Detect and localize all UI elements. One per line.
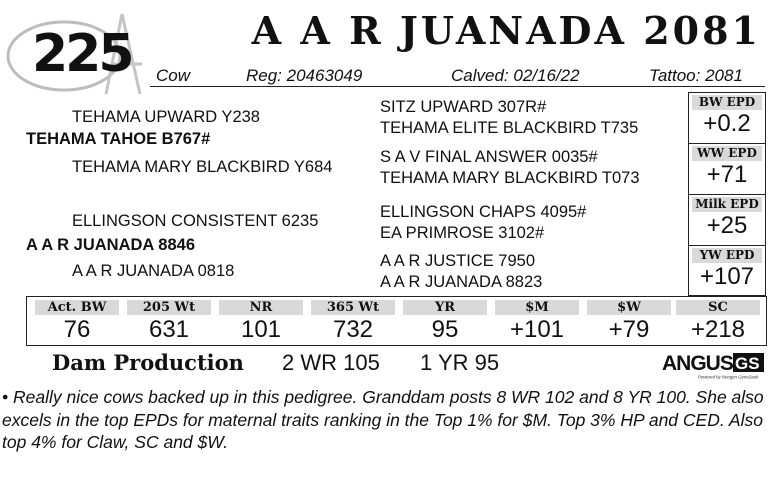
epd-bw-label: BW EPD bbox=[692, 95, 762, 110]
stat-label: 205 Wt bbox=[127, 300, 211, 315]
epd-yw-value: +107 bbox=[699, 263, 755, 290]
dam-production-yr: 1 YR 95 bbox=[420, 350, 500, 375]
calved-date: Calved: 02/16/22 bbox=[451, 66, 580, 85]
stat-label: $M bbox=[495, 300, 579, 315]
epd-milk-value: +25 bbox=[706, 212, 748, 239]
tattoo: Tattoo: 2081 bbox=[649, 66, 743, 85]
epd-table bbox=[688, 92, 766, 296]
animal-name: A A R JUANADA 2081 bbox=[251, 8, 761, 53]
stat-value: 101 bbox=[240, 316, 282, 343]
stat-dollar-w bbox=[583, 297, 675, 342]
dam-dam-sire: A A R JUSTICE 7950 bbox=[380, 252, 535, 270]
stat-205-wt bbox=[123, 297, 215, 342]
stat-label: YR bbox=[403, 300, 487, 315]
sire: TEHAMA TAHOE B767# bbox=[26, 130, 211, 148]
stat-value: 631 bbox=[148, 316, 190, 343]
dam-dam-dam: A A R JUANADA 8823 bbox=[380, 273, 543, 291]
sire-dam: TEHAMA MARY BLACKBIRD Y684 bbox=[72, 158, 333, 176]
epd-ww bbox=[689, 144, 765, 195]
stat-label: $W bbox=[587, 300, 671, 315]
epd-bw bbox=[689, 93, 765, 144]
stat-label: SC bbox=[676, 300, 760, 315]
sire-dam-sire: S A V FINAL ANSWER 0035# bbox=[380, 148, 598, 166]
epd-milk-label: Milk EPD bbox=[692, 197, 762, 212]
sire-sire-dam: TEHAMA ELITE BLACKBIRD T735 bbox=[380, 119, 639, 137]
stat-label: Act. BW bbox=[35, 300, 119, 315]
stat-dollar-m bbox=[491, 297, 583, 342]
stat-value: 732 bbox=[332, 316, 374, 343]
angus-gs-logo bbox=[662, 350, 766, 380]
epd-milk bbox=[689, 195, 765, 246]
sire-dam-dam: TEHAMA MARY BLACKBIRD T073 bbox=[380, 169, 640, 187]
comments: • Really nice cows backed up in this pedigree. Granddam posts 8 WR 102 and 8 YR 100. She also excels in the top EPDs for maternal traits ranking in the Top 1% for $M. Top 3% HP and CED. Also top 4% for Claw, SC and $W. bbox=[2, 387, 764, 452]
angus-logo-suffix: GS bbox=[735, 354, 760, 373]
lot-number: 225 bbox=[32, 24, 132, 84]
dam: A A R JUANADA 8846 bbox=[26, 236, 196, 254]
stat-label: 365 Wt bbox=[311, 300, 395, 315]
dam-sire-sire: ELLINGSON CHAPS 4095# bbox=[380, 203, 587, 221]
stat-value: +79 bbox=[608, 316, 650, 343]
epd-yw bbox=[689, 246, 765, 297]
stat-365-wt bbox=[307, 297, 399, 342]
stat-value: 95 bbox=[431, 316, 459, 343]
stat-nr bbox=[215, 297, 307, 342]
header-divider bbox=[150, 86, 765, 87]
stat-value: +101 bbox=[509, 316, 565, 343]
dam-sire: ELLINGSON CONSISTENT 6235 bbox=[72, 212, 319, 230]
stat-sc bbox=[672, 297, 764, 342]
sex-label: Cow bbox=[156, 66, 191, 85]
performance-stats bbox=[26, 296, 767, 346]
angus-logo-tagline: Powered by Neogen GeneSeek bbox=[698, 374, 759, 380]
epd-yw-label: YW EPD bbox=[692, 248, 762, 263]
epd-bw-value: +0.2 bbox=[703, 110, 751, 137]
stat-yr bbox=[399, 297, 491, 342]
sire-sire-sire: SITZ UPWARD 307R# bbox=[380, 98, 547, 116]
stat-label: NR bbox=[219, 300, 303, 315]
stat-value: 76 bbox=[63, 316, 91, 343]
epd-ww-label: WW EPD bbox=[692, 146, 762, 161]
dam-production-label: Dam Production bbox=[52, 350, 244, 375]
epd-ww-value: +71 bbox=[706, 161, 748, 188]
dam-dam: A A R JUANADA 0818 bbox=[72, 262, 235, 280]
stat-value: +218 bbox=[690, 316, 746, 343]
dam-production-wr: 2 WR 105 bbox=[282, 350, 380, 375]
registration-number: Reg: 20463049 bbox=[246, 66, 363, 85]
stat-act-bw bbox=[31, 297, 123, 342]
angus-logo-text: ANGUS bbox=[662, 352, 733, 375]
dam-sire-dam: EA PRIMROSE 3102# bbox=[380, 224, 545, 242]
sire-sire: TEHAMA UPWARD Y238 bbox=[72, 108, 260, 126]
